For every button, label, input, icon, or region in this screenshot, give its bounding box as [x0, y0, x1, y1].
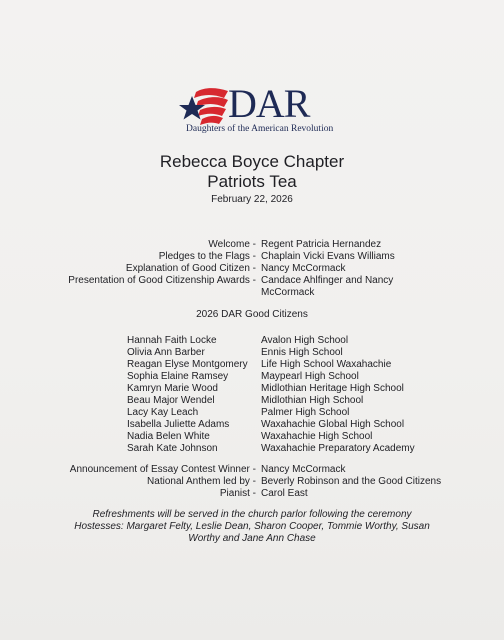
- citizen-name: Sophia Elaine Ramsey: [127, 371, 229, 382]
- citizen-name: Sarah Kate Johnson: [127, 443, 218, 454]
- citizen-school: Life High School Waxahachie: [261, 359, 392, 370]
- program-value: Regent Patricia Hernandez: [261, 239, 382, 250]
- star-icon: [179, 96, 205, 120]
- program-value: Nancy McCormack: [261, 263, 346, 274]
- dar-tagline: Daughters of the American Revolution: [186, 124, 334, 134]
- citizen-school: Avalon High School: [261, 335, 349, 346]
- citizen-name: Beau Major Wendel: [127, 395, 215, 406]
- chapter-title: Rebecca Boyce Chapter: [159, 152, 345, 171]
- citizen-school: Maypearl High School: [261, 371, 359, 382]
- citizen-school: Waxahachie High School: [261, 431, 373, 442]
- citizen-name: Lacy Kay Leach: [127, 407, 199, 418]
- program-label: Welcome -: [208, 239, 256, 250]
- citizen-school: Waxahachie Global High School: [261, 419, 405, 430]
- citizen-school: Ennis High School: [261, 347, 343, 358]
- hostesses-line: Hostesses: Margaret Felty, Leslie Dean, Sharon Cooper, Tommie Worthy, Susan: [74, 521, 430, 532]
- closing-label: Announcement of Essay Contest Winner -: [69, 464, 256, 475]
- citizen-name: Isabella Juliette Adams: [127, 419, 230, 430]
- citizen-name: Kamryn Marie Wood: [127, 383, 218, 394]
- citizen-name: Nadia Belen White: [127, 431, 210, 442]
- program-label: Pledges to the Flags -: [158, 251, 256, 262]
- citizens-heading: 2026 DAR Good Citizens: [196, 309, 308, 320]
- closing-value: Beverly Robinson and the Good Citizens: [261, 476, 442, 487]
- program-value: Chaplain Vicki Evans Williams: [261, 251, 395, 262]
- refreshments-note: Refreshments will be served in the church parlor following the ceremony: [92, 509, 412, 520]
- dar-wordmark: DAR: [228, 81, 310, 126]
- closing-value: Carol East: [261, 488, 308, 499]
- program-value-continued: McCormack: [261, 287, 315, 298]
- program-value: Candace Ahlfinger and Nancy: [261, 275, 394, 286]
- citizen-school: Waxahachie Preparatory Academy: [261, 443, 415, 454]
- citizen-school: Midlothian High School: [261, 395, 364, 406]
- closing-label: National Anthem led by -: [147, 476, 256, 487]
- hostesses-line-continued: Worthy and Jane Ann Chase: [188, 533, 316, 544]
- citizen-school: Midlothian Heritage High School: [261, 383, 404, 394]
- closing-value: Nancy McCormack: [261, 464, 346, 475]
- event-title: Patriots Tea: [207, 172, 297, 191]
- citizen-school: Palmer High School: [261, 407, 350, 418]
- citizen-name: Hannah Faith Locke: [127, 335, 217, 346]
- citizen-name: Reagan Elyse Montgomery: [127, 359, 248, 370]
- closing-label: Pianist -: [219, 488, 256, 499]
- program-label: Presentation of Good Citizenship Awards -: [68, 275, 256, 286]
- program-label: Explanation of Good Citizen -: [125, 263, 256, 274]
- event-date: February 22, 2026: [211, 194, 293, 205]
- citizen-name: Olivia Ann Barber: [127, 347, 205, 358]
